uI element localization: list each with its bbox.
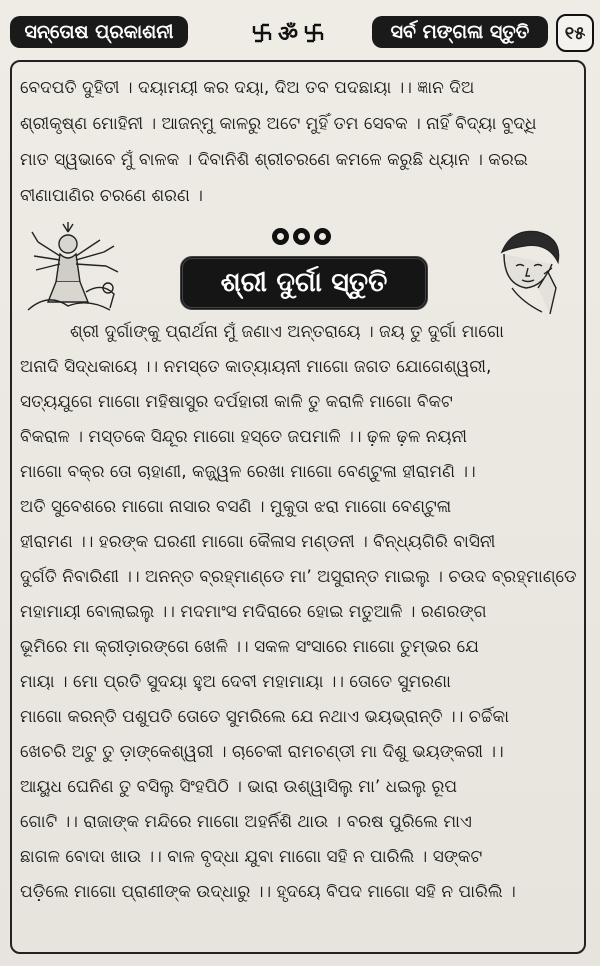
page-header <box>10 12 590 52</box>
intro-line: ବୀଣାପାଣିର ଚରଣେ ଶରଣ । <box>20 186 203 206</box>
swastika-icon <box>304 23 324 43</box>
book-title-label: ସର୍ବ ମଙ୍ଗଳା ସ୍ତୁତି <box>372 16 548 48</box>
stuti-line: ଶ୍ରୀ ଦୁର୍ଗାଙ୍କୁ ପ୍ରାର୍ଥନା ମୁଁ ଜଣାଏ ଅନ୍ତରାୟେ । ଜୟ ତୁ ଦୁର୍ଗା ମାଗୋ <box>70 322 504 342</box>
flower-ornament-icon <box>266 225 336 247</box>
stuti-line: ମାଗୋ କରନ୍ତି ପଶୁପତି ତୋତେ ସୁମରିଲେ ଯେ ନଥାଏ ଭୟଭ୍ରାନ୍ତି ।। ଚର୍ଚ୍ଚିକା <box>20 707 509 727</box>
stuti-line: ସତ୍ୟଯୁଗେ ମାଗୋ ମହିଷାସୁର ଦର୍ପହାରୀ କାଳି ତୁ କରାଳି ମାଗୋ ବିକଟ <box>20 392 453 412</box>
stuti-line: ପଡ଼ିଲେ ମାଗୋ ପ୍ରାଣୀଙ୍କ ଉଦ୍ଧାରୁ ।। ହୃଦୟେ ବିପଦ ମାଗୋ ସହି ନ ପାରିଲି । <box>20 882 516 902</box>
stuti-line: ଭୂମିରେ ମା କ୍ରୀଡ଼ାରଙ୍ଗେ ଖେଳି ।। ସକଳ ସଂସାରେ ମାଗୋ ତୁମ୍ଭର ଯେ <box>20 637 479 657</box>
header-symbol-group <box>238 18 338 48</box>
om-icon: ॐ <box>277 22 299 47</box>
stuti-line: ଦୁର୍ଗତି ନିବାରିଣୀ ।। ଅନନ୍ତ ବ୍ରହ୍ମାଣ୍ଡେ ମା’ ଅସୁରାନ୍ତ ମାଇଲୁ । ଚଉଦ ବ୍ରହ୍ମାଣ୍ଡେ <box>20 567 577 587</box>
publisher-label: ସନ୍ତୋଷ ପ୍ରକାଶନୀ <box>10 16 188 48</box>
section-title: ଶ୍ରୀ ଦୁର୍ଗା ସ୍ତୁତି <box>180 256 428 310</box>
intro-line: ଶ୍ରୀକୃଷ୍ଣ ମୋହିନୀ । ଆଜନ୍ମୁ କାଳରୁ ଅଟେ ମୁହିଁ ତମ ସେବକ । ନାହିଁ ବିଦ୍ୟା ବୁଦ୍ଧି <box>20 114 537 134</box>
stuti-line: ଖେଚରି ଅଟୁ ତୁ ଡ଼ାଙ୍କେଶ୍ୱରୀ । ଚାଚେକୀ ରାମଚଣ୍ଡୀ ମା ଦିଶୁ ଭୟଙ୍କରୀ ।। <box>20 742 504 762</box>
stuti-line: ଗୋଟି ।। ରାଜାଙ୍କ ମନ୍ଦିରେ ମାଗୋ ଅହର୍ନିଶି ଥାଉ । ବରଷ ପୁରିଲେ ମାଏ <box>20 812 472 832</box>
stuti-line: ମାଗୋ ବକ୍ର ତୋ ଚାହାଣୀ, କଜ୍ଜ୍ୱଳ ରେଖା ମାଗୋ ବେଣ୍ଟୁଳା ହୀରାମଣି ।। <box>20 462 476 482</box>
goddess-durga-icon <box>18 222 128 318</box>
stuti-line: ମହାମାୟୀ ବୋଲାଇଲୁ ।। ମଦମାଂସ ମଦିରାରେ ହୋଇ ମତୁଆଳି । ରଣରଙ୍ଗ <box>20 602 487 622</box>
praying-devotee-icon <box>482 222 578 318</box>
stuti-line: ବିକରାଳ । ମସ୍ତକେ ସିନ୍ଦୂର ମାଗୋ ହସ୍ତେ ଜପମାଳି ।। ଢ଼ଳ ଢ଼ଳ ନୟନୀ <box>20 427 467 447</box>
swastika-icon <box>252 23 272 43</box>
stuti-line: ହୀରାମଣ ।। ହରଙ୍କ ଘରଣୀ ମାଗୋ କୈଳାସ ମଣ୍ଡନୀ । ବିନ୍ଧ୍ୟଗିରି ବାସିନୀ <box>20 532 496 552</box>
stuti-line: ଛାଗଳ ବୋଦା ଖାଉ ।। ବାଳ ବୃଦ୍ଧା ଯୁବା ମାଗୋ ସହି ନ ପାରିଲି । ସଙ୍କଟ <box>20 847 483 867</box>
intro-line: ବେଦପତି ଦୁହିତୀ । ଦୟାମୟୀ କର ଦୟା, ଦିଅ ତବ ପଦଛାୟା ।। ଜ୍ଞାନ ଦିଅ <box>20 78 475 98</box>
page-number: ୧୫ <box>556 14 594 52</box>
stuti-line: ମାୟା । ମୋ ପ୍ରତି ସୁଦୟା ହୁଅ ଦେବୀ ମହାମାୟା ।। ତୋତେ ସୁମରଣା <box>20 672 451 692</box>
stuti-line: ଅନାଦି ସିଦ୍ଧକାୟେ ।। ନମସ୍ତେ କାତ୍ୟାୟନୀ ମାଗୋ ଜଗତ ଯୋଗେଶ୍ୱରୀ, <box>20 357 492 377</box>
stuti-line: ଆୟୁଧ ଘେନିଣ ତୁ ବସିଲୁ ସିଂହପିଠି । ଭାରା ଉଶ୍ୱାସିଲୁ ମା’ ଧଇଲୁ ରୂପ <box>20 777 458 797</box>
stuti-line: ଅତି ସୁବେଶରେ ମାଗୋ ନାସାର ବସଣି । ମୁକୁତା ଝରା ମାଗୋ ବେଣ୍ଟୁଳା <box>20 497 452 517</box>
intro-line: ମାତ ସ୍ୱଭାବେ ମୁଁ ବାଳକ । ଦିବାନିଶି ଶ୍ରୀଚରଣେ କମଳେ କରୁଛି ଧ୍ୟାନ । କରଇ <box>20 150 528 170</box>
